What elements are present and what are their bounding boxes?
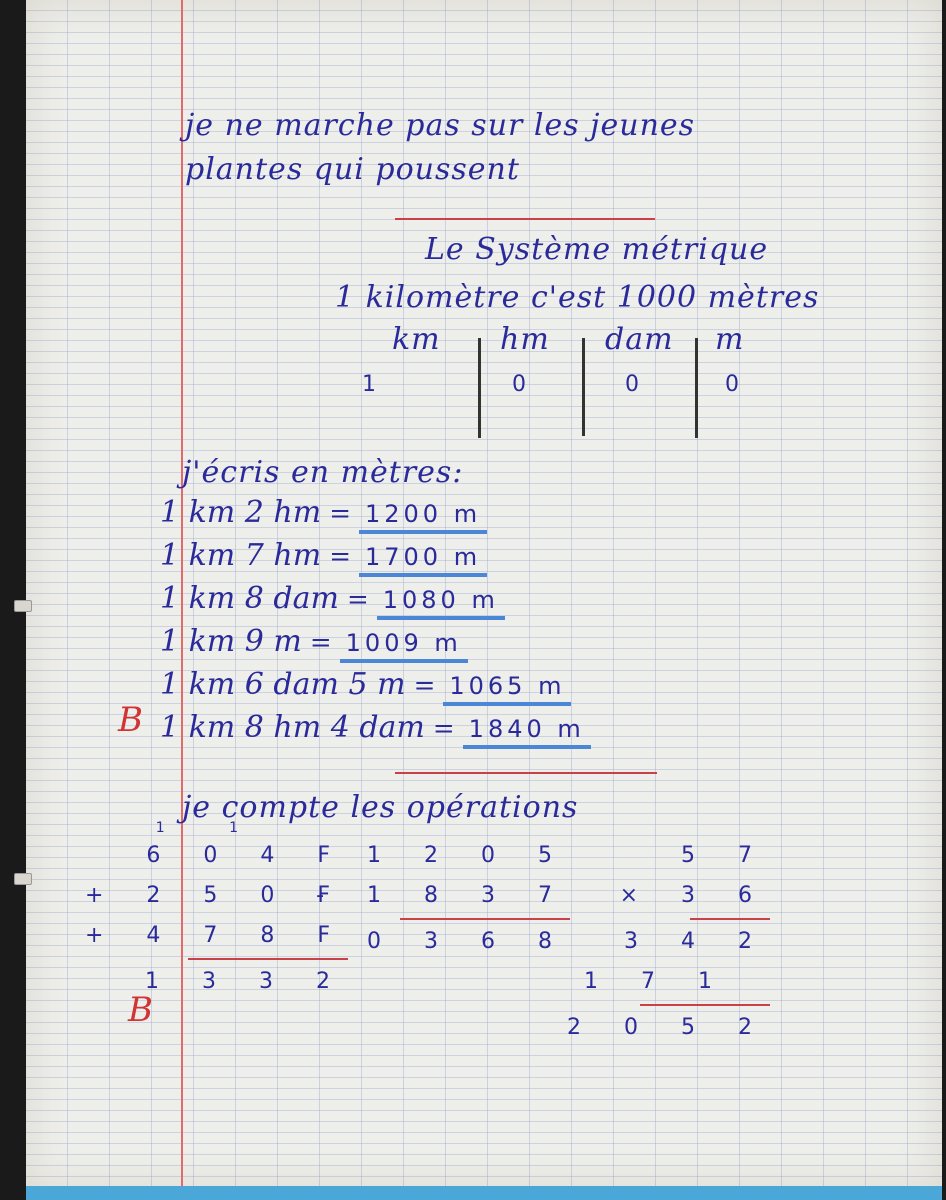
unit-header-m: m [715, 322, 745, 357]
section-title: Le Système métrique [425, 232, 769, 267]
page-bottom-edge [26, 1186, 942, 1200]
addition-result: 1 3 3 2 [145, 969, 348, 994]
partial-product: 1 7 1 [584, 969, 730, 994]
sentence-line-2: plantes qui poussent [185, 152, 520, 187]
conversion-result: 1700 m [359, 543, 487, 577]
multiplication-line: × 3 6 [619, 883, 770, 908]
separator-rule [395, 218, 655, 220]
conversion-lhs: 1 km 6 dam 5 m [160, 667, 406, 702]
unit-header-km: km [392, 322, 441, 357]
equals-sign: = [432, 714, 455, 744]
conversion-result: 1009 m [340, 629, 468, 663]
addition-line: + 4 7 8 F [84, 923, 348, 948]
staple-hole [14, 600, 32, 612]
equals-sign: = [329, 499, 351, 529]
conversion-result: 1065 m [443, 672, 571, 706]
conversion-result: 1200 m [359, 500, 487, 534]
subtraction-line: - 1 8 3 7 [316, 883, 570, 908]
subtraction-operation [316, 836, 570, 962]
conversion-row [160, 495, 487, 534]
sentence-line-1: je ne marche pas sur les jeunes [185, 108, 696, 143]
unit-value-hm: 0 [512, 372, 527, 397]
grade-mark: B [128, 990, 153, 1030]
conversion-lhs: 1 km 8 dam [160, 581, 339, 616]
conversion-row [160, 710, 591, 749]
exercise1-heading: j'écris en mètres: [182, 455, 464, 490]
definition: 1 kilomètre c'est 1000 mètres [335, 280, 820, 315]
subtraction-line: 1 2 0 5 [367, 843, 570, 868]
exercise2-heading: je compte les opérations [182, 790, 579, 825]
multiplication-result: 2 0 5 2 [567, 1015, 770, 1040]
unit-header-hm: hm [500, 322, 550, 357]
conversion-row [160, 667, 571, 706]
equals-sign: = [309, 628, 332, 658]
conversion-result: 1840 m [463, 715, 591, 749]
staple-hole [14, 873, 32, 885]
multiplication-operation [567, 836, 770, 1048]
conversion-lhs: 1 km 9 m [160, 624, 302, 659]
addition-line: 6 0 4 F [146, 843, 348, 868]
multiplication-line: 5 7 [681, 843, 770, 868]
separator-rule [395, 772, 657, 774]
conversion-row [160, 538, 487, 577]
conversion-lhs: 1 km 8 hm 4 dam [160, 710, 425, 745]
conversion-lhs: 1 km 2 hm [160, 495, 322, 530]
conversion-lhs: 1 km 7 hm [160, 538, 322, 573]
result-rule [690, 918, 770, 920]
equals-sign: = [413, 671, 436, 701]
unit-header-dam: dam [605, 322, 674, 357]
addition-line: + 2 5 0 F [84, 883, 348, 908]
grade-mark: B [118, 700, 143, 740]
partial-product: 3 4 2 [624, 929, 770, 954]
table-divider [582, 338, 585, 436]
result-rule [640, 1004, 770, 1006]
table-divider [478, 338, 481, 438]
conversion-result: 1080 m [377, 586, 505, 620]
unit-value-m: 0 [725, 372, 740, 397]
result-rule [188, 958, 348, 960]
conversion-row [160, 581, 505, 620]
equals-sign: = [329, 542, 351, 572]
unit-value-dam: 0 [625, 372, 640, 397]
table-divider [695, 338, 698, 438]
subtraction-result: 0 3 6 8 [367, 929, 570, 954]
unit-value-km: 1 [362, 372, 377, 397]
carry-digits: 1 1 [155, 820, 268, 836]
conversion-row [160, 624, 468, 663]
equals-sign: = [346, 585, 369, 615]
result-rule [400, 918, 570, 920]
